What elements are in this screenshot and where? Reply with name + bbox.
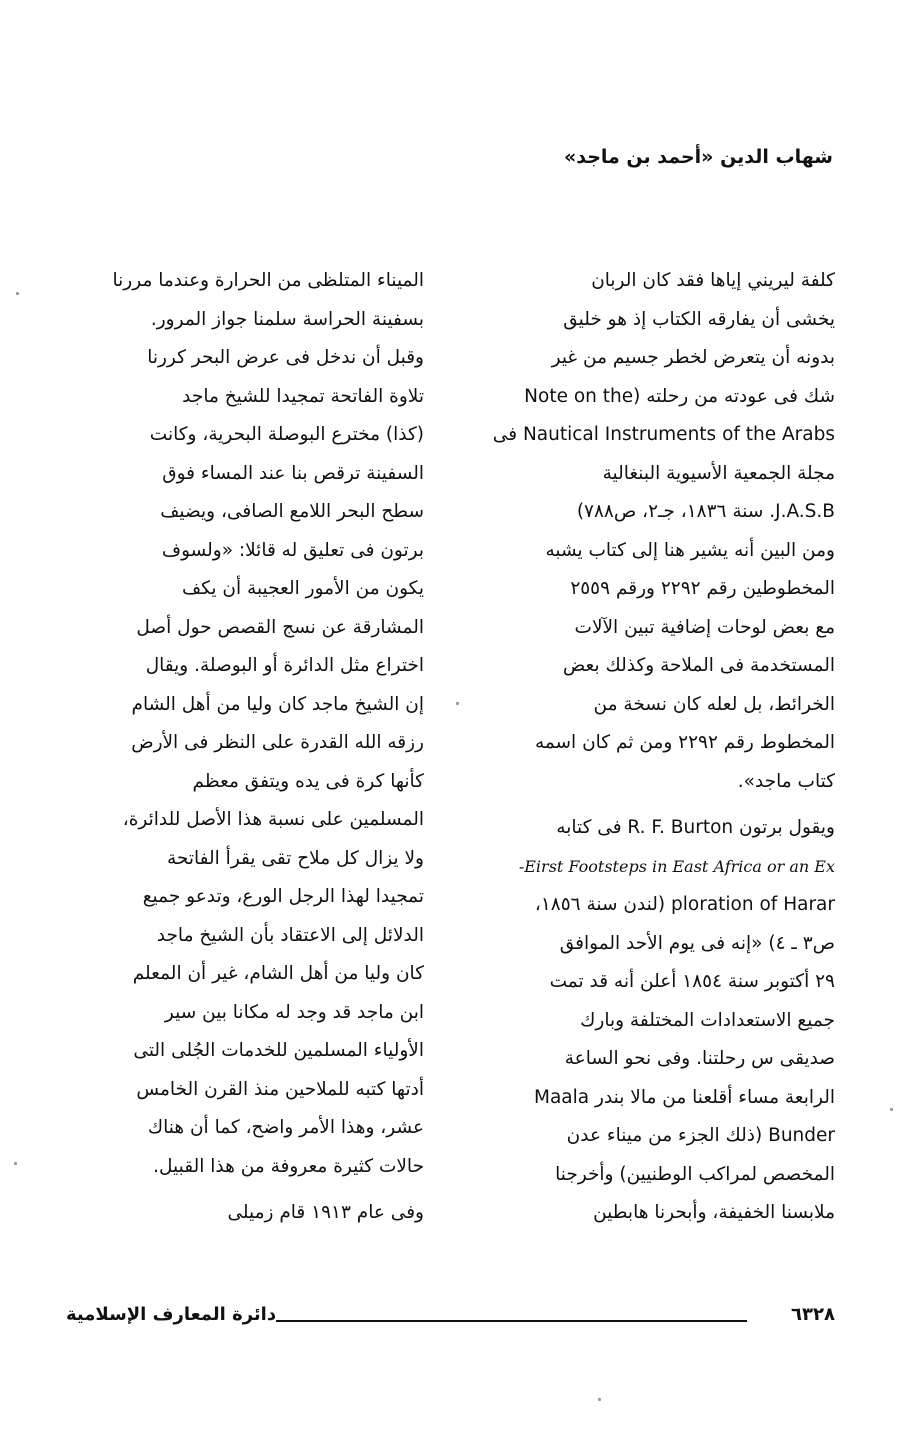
scan-speck bbox=[598, 1398, 601, 1401]
text-line: حالات كثيرة معروفة من هذا القبيل. bbox=[153, 1155, 424, 1177]
text-line: المخطوطين رقم ٢٢٩٢ ورقم ٢٥٥٩ bbox=[570, 578, 835, 599]
text-line: صديقى س رحلتنا. وفى نحو الساعة bbox=[564, 1048, 835, 1069]
footer-rule bbox=[276, 1320, 747, 1322]
text-line: الدلائل إلى الاعتقاد بأن الشيخ ماجد bbox=[156, 924, 424, 946]
page-footer bbox=[66, 1302, 835, 1332]
text-line: الخرائط، بل لعله كان نسخة من bbox=[593, 693, 835, 715]
text-line: مع بعض لوحات إضافية تبين الآلات bbox=[574, 616, 835, 638]
text-line: كلفة ليريني إياها فقد كان الربان bbox=[591, 270, 835, 291]
text-line: الميناء المتلظى من الحرارة وعندما مررنا bbox=[112, 270, 424, 291]
text-line: برتون فى تعليق له قائلا: «ولسوف bbox=[161, 539, 424, 561]
text-line: المخطوط رقم ٢٢٩٢ ومن ثم كان اسمه bbox=[534, 732, 835, 753]
running-head: شهاب الدين «أحمد بن ماجد» bbox=[563, 146, 833, 168]
text-line: عشر، وهذا الأمر واضح، كما أن هناك bbox=[147, 1117, 424, 1138]
text-line: بسفينة الحراسة سلمنا جواز المرور. bbox=[150, 308, 424, 330]
scan-speck bbox=[14, 1162, 17, 1165]
text-line: إن الشيخ ماجد كان وليا من أهل الشام bbox=[131, 693, 424, 715]
text-line: يكون من الأمور العجيبة أن يكف bbox=[182, 578, 424, 599]
scan-speck bbox=[890, 1108, 893, 1111]
text-line: أدتها كتبه للملاحين منذ القرن الخامس bbox=[136, 1078, 424, 1100]
scan-speck bbox=[456, 702, 459, 705]
text-line: بدونه أن يتعرض لخطر جسيم من غير bbox=[551, 347, 835, 368]
text-line: ولا يزال كل ملاح تقى يقرأ الفاتحة bbox=[167, 847, 424, 869]
text-line: وفى عام ١٩١٣ قام زميلى bbox=[227, 1202, 424, 1223]
text-line: (كذا) مخترع البوصلة البحرية، وكانت bbox=[149, 424, 424, 445]
text-line: الرابعة مساء أقلعنا من مالا بندر Maala bbox=[534, 1086, 835, 1108]
text-line: المستخدمة فى الملاحة وكذلك بعض bbox=[562, 655, 835, 676]
text-line: السفينة ترقص بنا عند المساء فوق bbox=[162, 462, 424, 484]
text-line: المسلمين على نسبة هذا الأصل للدائرة، bbox=[122, 809, 424, 830]
text-line: ٢٩ أكتوبر سنة ١٨٥٤ أعلن أنه قد تمت bbox=[549, 971, 835, 992]
text-line: كتاب ماجد». bbox=[737, 770, 835, 792]
text-line: Nautical Instruments of the Arabs فى bbox=[492, 424, 835, 445]
right-column bbox=[477, 262, 835, 1233]
text-line: شك فى عودته من رحلته (Note on the bbox=[524, 385, 835, 407]
text-line: ابن ماجد قد وجد له مكانا بين سير bbox=[164, 1001, 424, 1023]
paragraph-gap bbox=[66, 1186, 424, 1194]
text-line: يخشى أن يفارقه الكتاب إذ هو خليق bbox=[563, 308, 835, 330]
text-line: المشارقة عن نسج القصص حول أصل bbox=[136, 616, 424, 638]
text-line: وقبل أن ندخل فى عرض البحر كررنا bbox=[147, 347, 424, 368]
text-line: ومن البين أنه يشير هنا إلى كتاب يشبه bbox=[545, 539, 835, 561]
text-line: تمجيدا لهذا الرجل الورع، وتدعو جميع bbox=[142, 886, 424, 907]
text-line: ويقول برتون R. F. Burton فى كتابه bbox=[556, 817, 835, 838]
journal-title: دائرة المعارف الإسلامية bbox=[66, 1304, 277, 1325]
text-line: ص٣ ـ ٤) «إنه فى يوم الأحد الموافق bbox=[559, 932, 835, 954]
left-column bbox=[66, 262, 424, 1233]
text-line: Eirst Footsteps in East Africa or an Ex- bbox=[518, 856, 835, 876]
text-line: جميع الاستعدادات المختلفة وبارك bbox=[580, 1009, 835, 1031]
paragraph-gap bbox=[477, 801, 835, 809]
text-line: المخصص لمراكب الوطنيين) وأخرجنا bbox=[555, 1163, 835, 1185]
page-number: ٦٣٢٨ bbox=[791, 1304, 835, 1325]
scan-speck bbox=[16, 292, 19, 295]
text-line: ملابسنا الخفيفة، وأبحرنا هابطين bbox=[593, 1202, 835, 1223]
text-line: اختراع مثل الدائرة أو البوصلة. ويقال bbox=[145, 655, 424, 676]
text-line: سطح البحر اللامع الصافى، ويضيف bbox=[160, 501, 424, 522]
text-line: J.A.S.B. سنة ١٨٣٦، جـ٢، ص٧٨٨) bbox=[576, 501, 835, 522]
text-line: مجلة الجمعية الأسيوية البنغالية bbox=[602, 462, 835, 484]
text-line: كان وليا من أهل الشام، غير أن المعلم bbox=[132, 963, 424, 984]
text-line: ploration of Harar (لندن سنة ١٨٥٦، bbox=[534, 894, 835, 915]
text-line: الأولياء المسلمين للخدمات الجُلى التى bbox=[133, 1040, 424, 1061]
text-line: رزقه الله القدرة على النظر فى الأرض bbox=[131, 732, 424, 753]
text-line: Bunder (ذلك الجزء من ميناء عدن bbox=[566, 1125, 835, 1146]
text-line: كأنها كرة فى يده ويتفق معظم bbox=[192, 770, 424, 792]
text-line: تلاوة الفاتحة تمجيدا للشيخ ماجد bbox=[182, 385, 424, 407]
